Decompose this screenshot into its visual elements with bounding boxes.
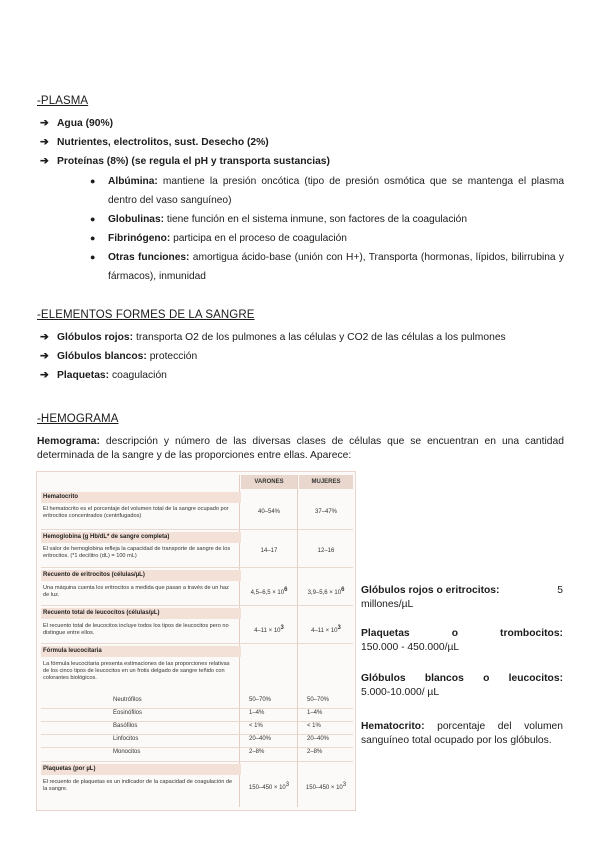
plasma-bullet-3: ➔ Proteínas (8%) (se regula el pH y transporta sustancias) [40,156,330,167]
arrow-icon: ➔ [40,351,49,362]
plasma-bullet-2: ➔ Nutrientes, electrolitos, sust. Desecho (2%) [40,137,269,148]
diff-row: Eosinófilos 1–4% 1–4% [113,710,323,716]
plasma-sub-fibrinogeno: ● Fibrinógeno: participa en el proceso de coagulación [90,229,564,248]
elementos-bullet-2: ➔ Glóbulos blancos: protección [40,351,198,362]
plasma-bullet-1: ➔ Agua (90%) [40,118,114,129]
diff-row: Basófilos < 1% < 1% [113,723,321,729]
side-note-wbc: Glóbulos blancos o leucocitos: 5.000-10.000/ µL [361,673,563,698]
bullet-dot-icon: ● [90,252,96,262]
elementos-heading: -ELEMENTOS FORMES DE LA SANGRE [37,309,255,321]
arrow-icon: ➔ [40,118,49,129]
arrow-icon: ➔ [40,332,49,343]
bullet-dot-icon: ● [90,233,96,243]
col-header-varones: VARONES [241,475,297,489]
arrow-icon: ➔ [40,370,49,381]
plasma-sub-albumina: ● Albúmina: mantiene la presión oncótica (tipo de presión osmótica que se mantenga el plasma dentro del vaso sanguíneo) [90,172,564,210]
hemogram-reference-table: VARONES MUJERES Hematocrito El hematocrito es el porcentaje del volumen total de la sangre ocupado por eritrocitos concentrados (centrifugados) 40–54% 37–47% Hemoglobina (g Hb/dL* de sangre completa) El valor de hemoglobina refleja la capacidad de transporte de sangre de los eritrocitos. (*1 decilitro (dL) = 100 mL) 14–17 12–16 Recuento de eritrocitos (células/µL) Una máquina cuenta los eritrocitos a medida que pasan a través de un haz de luz. 4,5–6,5 × 106 3,9–5,6 × 106 Recuento total de leucocitos (células/µL) El recuento total de leucocitos incluye todos los tipos de leucocitos pero no distingue entre ellos. 4–11 × 103 4–11 × 103 Fórmula leucocitaria La fórmula leucocitaria presenta estimaciones de las proporciones relativas de los cinco tipos de leucocitos en un frotis delgado de sangre teñido con colorantes biológicos. Neutrófilos 50–70% 50–70% Eosinófilos 1–4% 1–4% Basófilos < 1% < 1% Linfocitos 20–40% 20–40% Monocitos 2–8% 2–8% Plaquetas (por µL) El recuento de plaquetas es un indicador de la capacidad de coagulación de la sangre. 150–450 × 103 150–450 × 103 [36,471,356,811]
side-note-rbc: Glóbulos rojos o eritrocitos: 5 millones/µL [361,585,563,610]
side-note-hematocrito: Hematocrito: porcentaje del volumen sanguíneo total ocupado por los glóbulos. [361,721,563,746]
hemograma-intro: Hemograma: descripción y número de las diversas clases de células que se encuentran en una cantidad determinada de la sangre y de las proporciones entre ellas. Aparece: [37,436,564,461]
hemograma-heading: -HEMOGRAMA [37,413,119,425]
col-header-mujeres: MUJERES [299,475,353,489]
plasma-heading: -PLASMA [37,95,89,107]
plasma-sub-otras: ● Otras funciones: amortigua ácido-base (unión con H+), Transporta (hormonas, lípidos, bilirrubina y fármacos), inmunidad [90,248,564,286]
arrow-icon: ➔ [40,156,49,167]
bullet-dot-icon: ● [90,214,96,224]
arrow-icon: ➔ [40,137,49,148]
diff-row: Neutrófilos 50–70% 50–70% [113,697,330,703]
elementos-bullet-1: ➔ Glóbulos rojos: transporta O2 de los pulmones a las células y CO2 de las células a los pulmones [40,332,506,343]
side-note-platelets: Plaquetas o trombocitos: 150.000 - 450.000/µL [361,628,563,653]
diff-row: Linfocitos 20–40% 20–40% [113,736,330,742]
elementos-bullet-3: ➔ Plaquetas: coagulación [40,370,167,381]
diff-row: Monocitos 2–8% 2–8% [113,749,323,755]
bullet-dot-icon: ● [90,176,96,186]
plasma-sub-globulinas: ● Globulinas: tiene función en el sistema inmune, son factores de la coagulación [90,210,564,229]
